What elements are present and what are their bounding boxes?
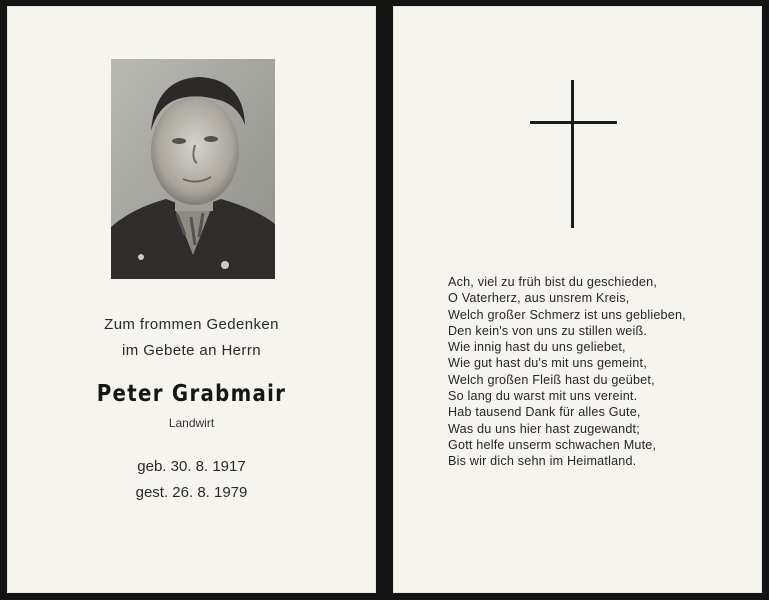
deceased-name: Peter Grabmair: [96, 381, 287, 407]
birth-date: geb. 30. 8. 1917: [137, 458, 246, 475]
poem-line: Was du uns hier hast zugewandt;: [448, 421, 640, 436]
poem-line: O Vaterherz, aus unsrem Kreis,: [448, 291, 630, 306]
occupation: Landwirt: [168, 416, 215, 430]
poem-line: Den kein's von uns zu stillen weiß.: [448, 323, 648, 338]
memorial-poem: [448, 274, 748, 470]
memorial-card-front: [7, 6, 376, 593]
poem-line: So lang du warst mit uns vereint.: [448, 389, 638, 404]
poem-line: Welch großer Schmerz ist uns geblieben,: [448, 307, 686, 322]
death-date: gest. 26. 8. 1979: [135, 484, 248, 501]
poem-line: Welch großen Fleiß hast du geübet,: [448, 372, 655, 387]
poem-line: Hab tausend Dank für alles Gute,: [448, 405, 641, 420]
poem-line: Gott helfe unserm schwachen Mute,: [448, 437, 657, 452]
memorial-card-back: [393, 6, 762, 593]
memorial-heading-line1: Zum frommen Gedenken: [104, 316, 279, 333]
portrait-photo: [111, 59, 275, 279]
memorial-heading-line2: im Gebete an Herrn: [122, 342, 261, 359]
poem-line: Ach, viel zu früh bist du geschieden,: [448, 275, 658, 289]
poem-line: Wie innig hast du uns geliebet,: [448, 340, 626, 355]
poem-line: Bis wir dich sehn im Heimatland.: [448, 454, 637, 469]
poem-line: Wie gut hast du's mit uns gemeint,: [448, 356, 647, 371]
